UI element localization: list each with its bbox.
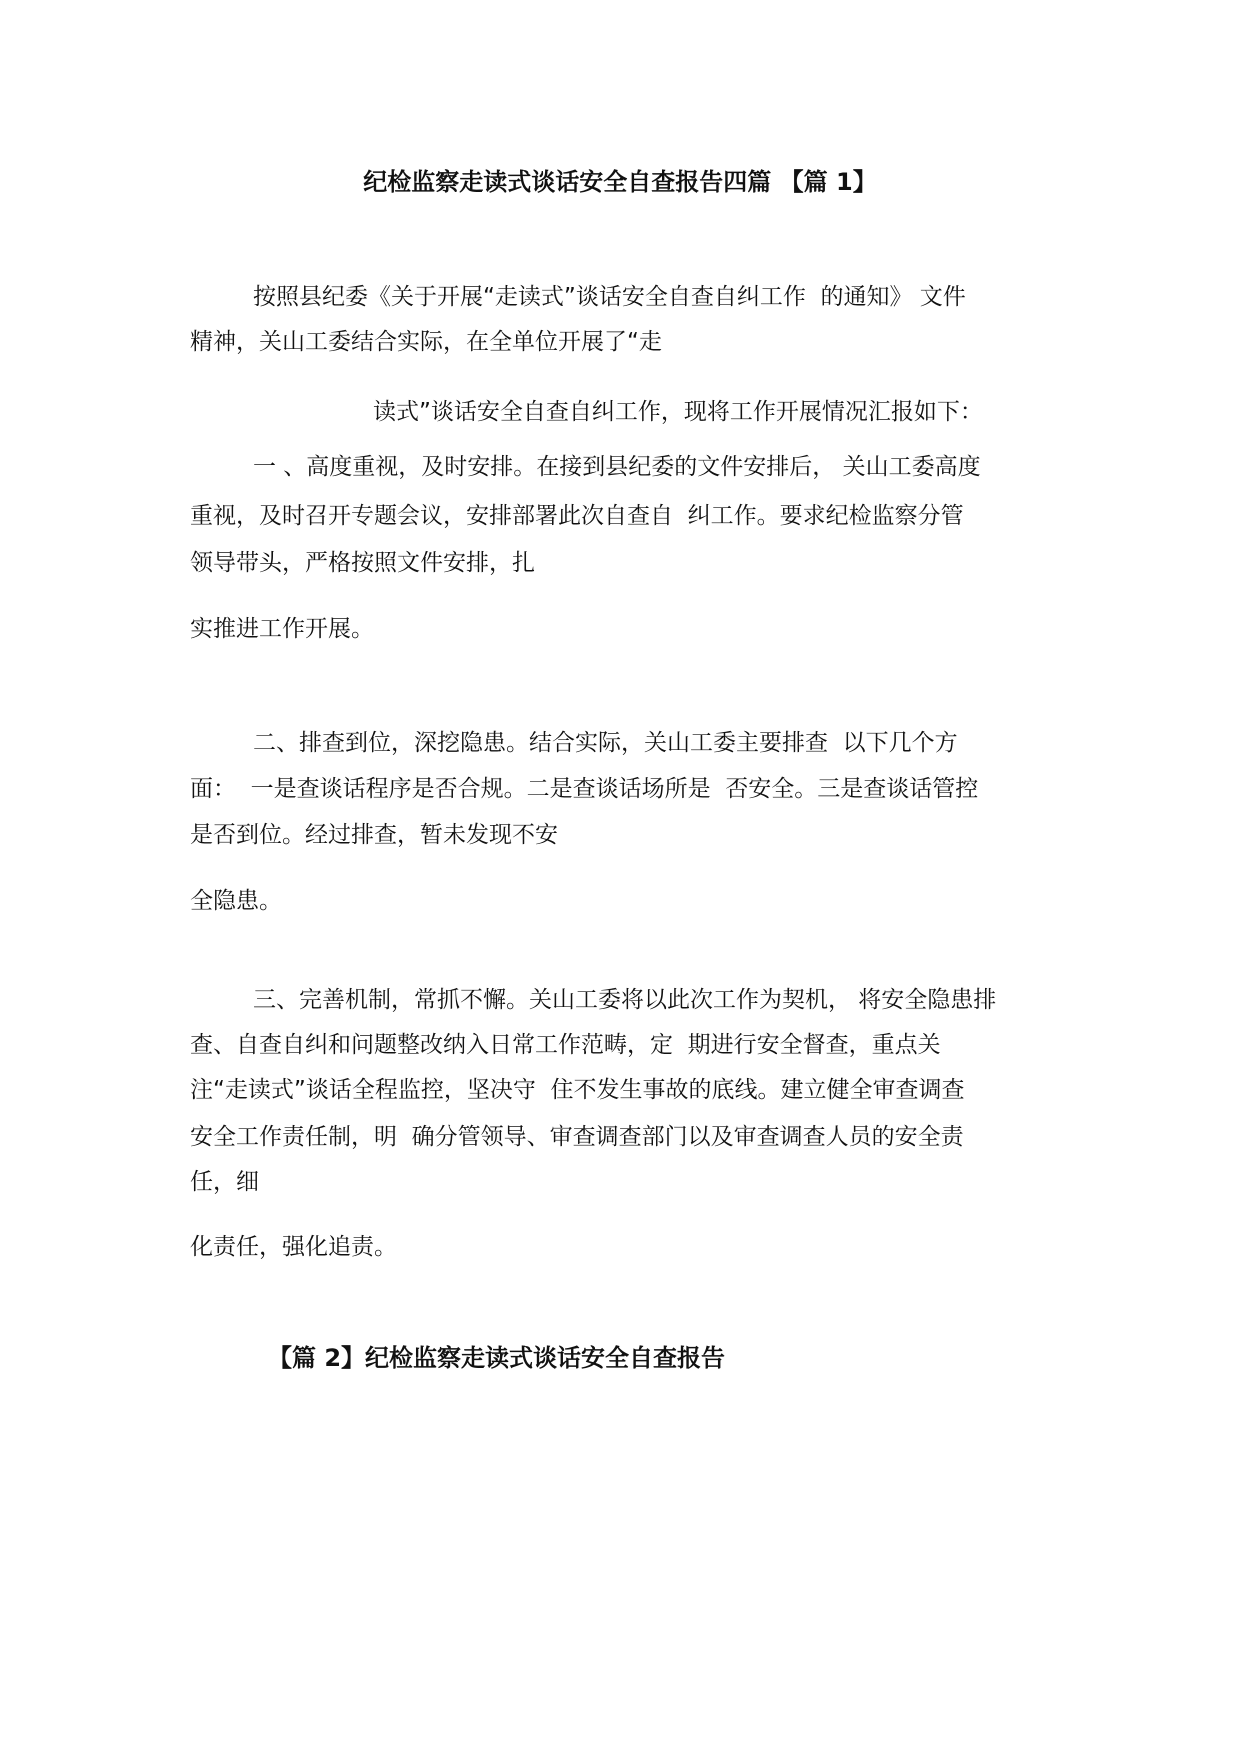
section3-line-5: 任，细 <box>190 1169 259 1195</box>
section3-line-1: 三、完善机制，常抓不懈。关山工委将以此次工作为契机， 将安全隐患排 <box>253 987 997 1013</box>
intro-line-2: 精神，关山工委结合实际，在全单位开展了“走 <box>190 329 662 355</box>
section1-line-3: 领导带头，严格按照文件安排，扎 <box>190 550 535 576</box>
section1-line-2: 重视，及时召开专题会议，安排部署此次自查自 纠工作。要求纪检监察分管 <box>190 503 964 529</box>
intro-line-3: 读式”谈话安全自查自纠工作，现将工作开展情况汇报如下： <box>373 399 983 425</box>
document-title: 纪检监察走读式谈话安全自查报告四篇 【篇 1】 <box>363 168 877 196</box>
section3-line-3: 注“走读式”谈话全程监控，坚决守 住不发生事故的底线。建立健全审查调查 <box>190 1077 965 1103</box>
section3-line-6: 化责任，强化追责。 <box>190 1234 397 1260</box>
section3-line-4: 安全工作责任制，明 确分管领导、审查调查部门以及审查调查人员的安全责 <box>190 1124 964 1150</box>
section2-line-3: 是否到位。经过排查，暂未发现不安 <box>190 822 558 848</box>
section1-line-1: 一 、高度重视，及时安排。在接到县纪委的文件安排后， 关山工委高度 <box>253 454 981 480</box>
section2-line-1: 二、排查到位，深挖隐患。结合实际，关山工委主要排查 以下几个方 <box>253 730 958 756</box>
section3-line-2: 查、自查自纠和问题整改纳入日常工作范畴，定 期进行安全督查，重点关 <box>190 1032 941 1058</box>
section1-line-4: 实推进工作开展。 <box>190 616 374 642</box>
section2-line-2: 面： 一是查谈话程序是否合规。二是查谈话场所是 否安全。三是查谈话管控 <box>190 776 979 802</box>
next-section-title: 【篇 2】纪检监察走读式谈话安全自查报告 <box>268 1344 726 1372</box>
section2-line-4: 全隐患。 <box>190 888 282 914</box>
intro-line-1: 按照县纪委《关于开展“走读式”谈话安全自查自纠工作 的通知》 文件 <box>253 284 966 310</box>
